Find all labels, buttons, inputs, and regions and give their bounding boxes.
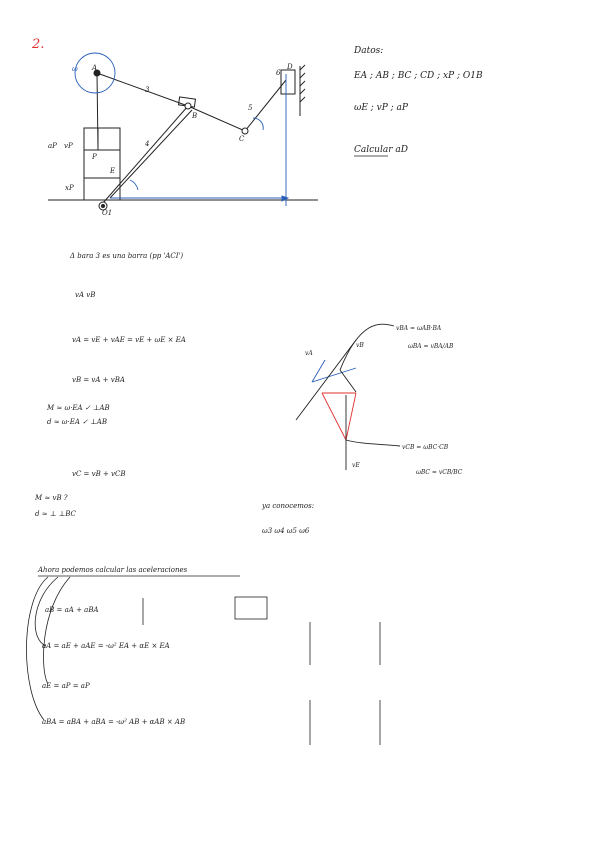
problem-number: 2. bbox=[32, 37, 45, 52]
label-D: D bbox=[287, 63, 293, 71]
vp-label-5: vCB = ωBC·CB bbox=[402, 444, 449, 451]
vp-label-3: vB bbox=[356, 342, 364, 349]
label-omega: ω bbox=[72, 65, 78, 73]
label-link4: 4 bbox=[145, 140, 150, 148]
label-A: A bbox=[92, 64, 98, 72]
mechanism-blue-annotations bbox=[75, 53, 288, 206]
vp-label-6: ωBC = vCB/BC bbox=[416, 469, 463, 476]
label-O1: O1 bbox=[102, 209, 113, 217]
label-link5: 5 bbox=[248, 104, 253, 112]
vp-label-4: vE bbox=[352, 462, 360, 469]
note-4: vB = vA + vBA bbox=[72, 376, 125, 384]
vp-label-1: ωBA = vBA/AB bbox=[408, 343, 454, 350]
row-d: d ≈ ω·EA ✓ ⊥AB bbox=[47, 418, 107, 426]
label-vp: vP bbox=[64, 142, 73, 150]
data-line2: ωE ; vP ; aP bbox=[354, 103, 408, 113]
label-link6: 6 bbox=[276, 69, 281, 77]
label-xp: xP bbox=[65, 184, 74, 192]
row-m2: M ≈ vB ? bbox=[35, 494, 68, 502]
accel-1: aB = aA + aBA bbox=[45, 606, 99, 614]
label-ap: aP bbox=[48, 142, 57, 150]
accel-4: aBA = aBA + aBA = -ω² AB + αAB × AB bbox=[42, 718, 186, 726]
row-m: M ≈ ω·EA ✓ ⊥AB bbox=[47, 404, 110, 412]
note-2: vA vB bbox=[75, 291, 96, 299]
velocity-polygon bbox=[296, 324, 400, 470]
note-right-2: ω3 ω4 ω5 ω6 bbox=[262, 527, 310, 535]
note-3: vA = vE + vAE = vE + ωE × EA bbox=[72, 336, 186, 344]
note-5: vC = vB + vCB bbox=[72, 470, 126, 478]
accel-intro: Ahora podemos calcular las aceleraciones bbox=[38, 566, 188, 574]
mechanism-diagram bbox=[48, 65, 318, 210]
label-E: E bbox=[110, 167, 116, 175]
accel-2: aA = aE + aAE = -ω² EA + αE × EA bbox=[42, 642, 170, 650]
data-header: Datos: bbox=[354, 46, 384, 56]
note-1: Δ bara 3 es una barra (pp 'ACI') bbox=[70, 252, 184, 260]
accel-3: aE = aP = aP bbox=[42, 682, 90, 690]
note-right-1: ya conocemos: bbox=[262, 502, 315, 510]
data-line1: EA ; AB ; BC ; CD ; xP ; O1B bbox=[354, 71, 483, 81]
label-C: C bbox=[239, 135, 245, 143]
label-P: P bbox=[92, 153, 97, 161]
vp-label-0: vBA = ωAB·BA bbox=[396, 325, 442, 332]
data-ask: Calcular aD bbox=[354, 145, 408, 155]
row-d2: d ≈ ⊥ ⊥BC bbox=[35, 510, 76, 518]
label-link3: 3 bbox=[145, 86, 150, 94]
vp-label-2: vA bbox=[305, 350, 313, 357]
label-B: B bbox=[192, 112, 198, 120]
